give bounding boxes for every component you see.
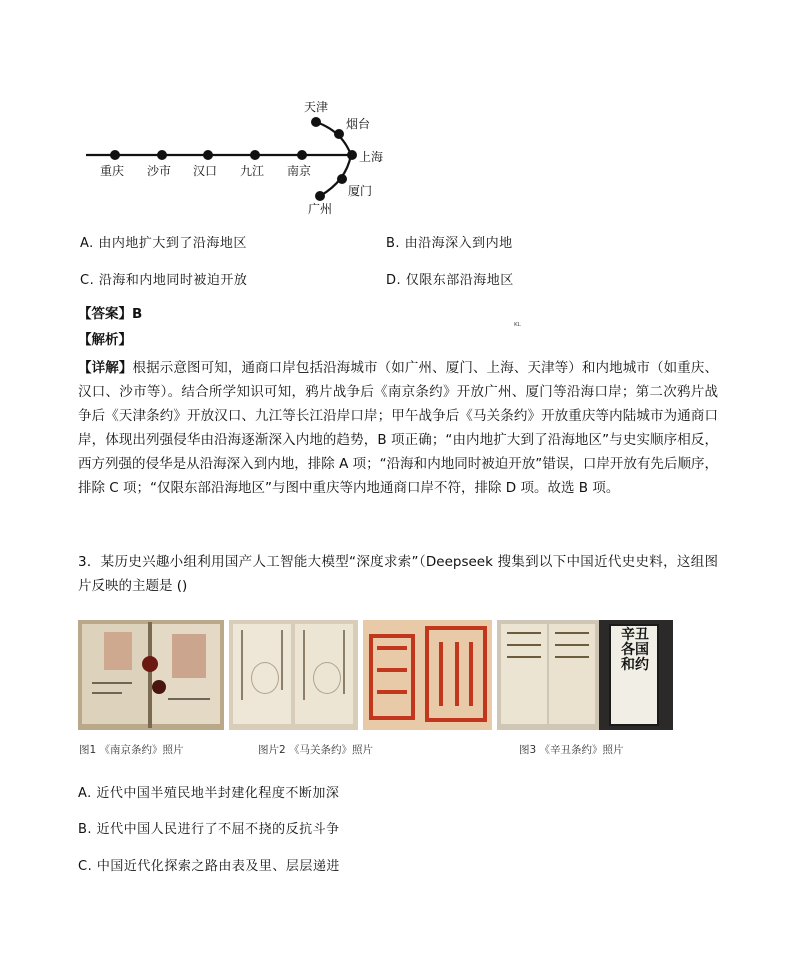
coast-line [316, 122, 351, 196]
analysis-label: 【解析】 [78, 332, 132, 348]
label-guangzhou: 广州 [308, 202, 333, 216]
q2-option-d: D. 仅限东部沿海地区 [386, 273, 514, 288]
photo3-title: 辛丑各国和约 [621, 627, 649, 673]
treaty-ports-map [80, 95, 400, 220]
photo-shimonoseki-treaty [229, 620, 358, 730]
label-chongqing: 重庆 [100, 164, 125, 178]
q3-option-a: A. 近代中国半殖民地半封建化程度不断加深 [78, 786, 340, 801]
photo-boxer-protocol [497, 620, 673, 730]
caption-2: 图片2 《马关条约》照片 [258, 744, 374, 756]
label-nanjing: 南京 [287, 164, 312, 178]
city-dots [110, 117, 357, 201]
detail-label: 【详解】 [78, 360, 133, 376]
dot-hankou [203, 150, 213, 160]
label-xiamen: 厦门 [348, 184, 373, 198]
dot-jiujiang [250, 150, 260, 160]
detail-text: 根据示意图可知，通商口岸包括沿海城市（如广州、厦门、上海、天津等）和内地城市（如重庆、汉口、沙市等）。结合所学知识可知，鸦片战争后《南京条约》开放广州、厦门等沿海口岸；第二次鸦片战争后《天津条约》开放汉口、九江等长江沿岸口岸；甲午战争后《马关条约》开放重庆等内陆城市为通商口岸，体现出列强侵华由沿海逐渐深入内地的趋势，B 项正确；“由内地扩大到了沿海地区”与史实顺序相反，西方列强的侵华是从沿海深入到内地，排除 A 项；“沿海和内地同时被迫开放”错误，口岸开放有先后顺序，排除 C 项；“仅限东部沿海地区”与图中重庆等内地通商口岸不符，排除 D 项。故选 B 项。 [78, 360, 719, 496]
dot-nanjing [297, 150, 307, 160]
caption-1: 图1 《南京条约》照片 [79, 744, 184, 756]
detail-paragraph [78, 356, 718, 500]
label-jiujiang: 九江 [240, 164, 265, 178]
q3-stem: 3．某历史兴趣小组利用国产人工智能大模型“深度求索”（Deepseek 搜集到以下中国近代史史料，这组图片反映的主题是 () [78, 554, 718, 594]
dot-chongqing [110, 150, 120, 160]
answer-line [78, 302, 142, 326]
q2-option-b: B. 由沿海深入到内地 [386, 236, 513, 251]
q2-option-a: A. 由内地扩大到了沿海地区 [80, 236, 247, 251]
dot-tianjin [311, 117, 321, 127]
label-hankou: 汉口 [193, 164, 218, 178]
answer-value: B [132, 306, 143, 322]
dot-yantai [334, 129, 344, 139]
q3-option-b: B. 近代中国人民进行了不屈不挠的反抗斗争 [78, 822, 340, 837]
label-yantai: 烟台 [346, 117, 371, 131]
dot-shashi [157, 150, 167, 160]
label-shanghai: 上海 [359, 150, 384, 164]
photo-seal-stamps [363, 620, 492, 730]
q2-option-c: C. 沿海和内地同时被迫开放 [80, 273, 248, 288]
label-shashi: 沙市 [147, 164, 172, 178]
photo-nanjing-treaty [78, 620, 224, 730]
dot-xiamen [337, 174, 347, 184]
answer-label: 【答案】 [78, 306, 132, 322]
stray-mark: ᴷᴸ [514, 322, 521, 332]
dot-guangzhou [315, 191, 325, 201]
q3-option-c: C. 中国近代化探索之路由表及里、层层递进 [78, 859, 340, 874]
label-tianjin: 天津 [304, 100, 329, 114]
caption-3: 图3 《辛丑条约》照片 [519, 744, 624, 756]
dot-shanghai [347, 150, 357, 160]
